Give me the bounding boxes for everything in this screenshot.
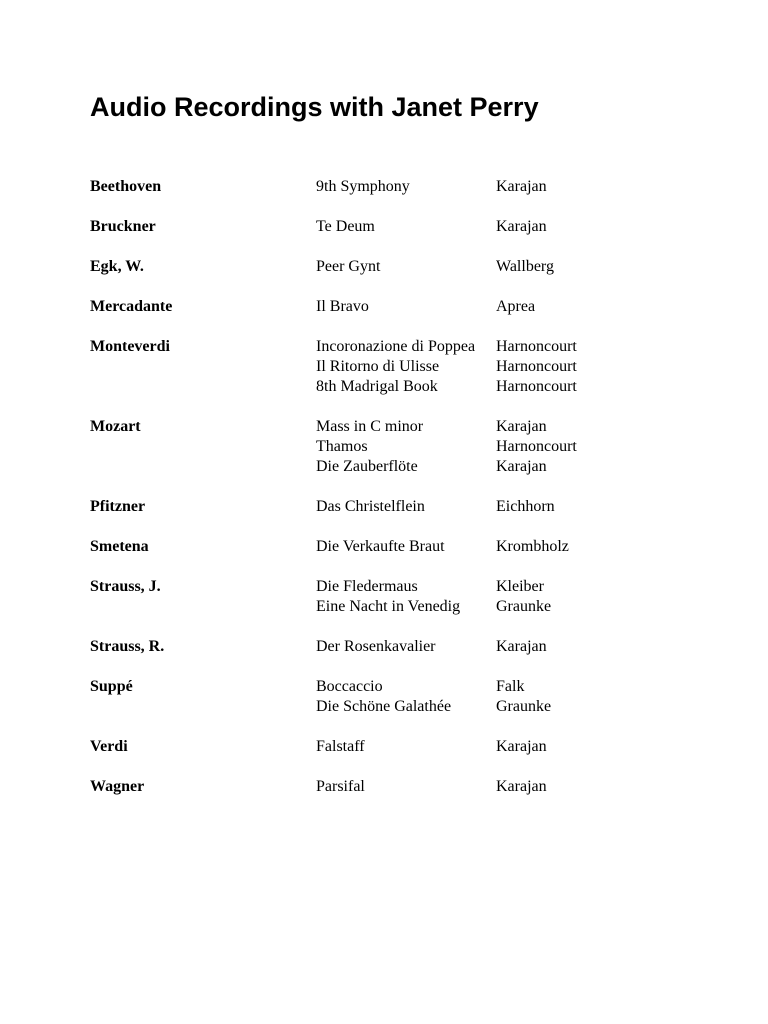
composer-group [90, 637, 690, 657]
conductor-name: Karajan [496, 738, 547, 755]
work-title: Mass in C minor [316, 418, 424, 435]
works-list [316, 497, 690, 517]
work-row [316, 377, 690, 397]
works-list [316, 537, 690, 557]
work-title: Parsifal [316, 778, 365, 795]
works-list [316, 417, 690, 477]
composer-group [90, 497, 690, 517]
document-title: Audio Recordings with Janet Perry [90, 92, 539, 122]
work-title: Te Deum [316, 218, 375, 235]
conductor-name: Aprea [496, 298, 536, 315]
work-row [316, 597, 690, 617]
work-row [316, 697, 690, 717]
conductor-name: Karajan [496, 178, 547, 195]
work-title: Boccaccio [316, 678, 383, 695]
conductor-name: Karajan [496, 458, 547, 475]
conductor-name: Harnoncourt [496, 338, 577, 355]
composer-group [90, 337, 690, 397]
composer-group [90, 537, 690, 557]
recordings-list [90, 177, 690, 817]
conductor-name: Karajan [496, 218, 547, 235]
work-title: Der Rosenkavalier [316, 638, 436, 655]
conductor-name: Wallberg [496, 258, 554, 275]
composer-name: Bruckner [90, 218, 156, 235]
work-row [316, 737, 690, 757]
work-title: Il Bravo [316, 298, 369, 315]
work-row [316, 497, 690, 517]
composer-name: Suppé [90, 678, 133, 695]
composer-name: Monteverdi [90, 338, 170, 355]
works-list [316, 737, 690, 757]
conductor-name: Karajan [496, 638, 547, 655]
works-list [316, 177, 690, 197]
conductor-name: Graunke [496, 598, 552, 615]
work-row [316, 457, 690, 477]
composer-name: Strauss, R. [90, 638, 165, 655]
composer-group [90, 577, 690, 617]
composer-group [90, 777, 690, 797]
work-row [316, 677, 690, 697]
composer-group [90, 737, 690, 757]
work-title: Die Fledermaus [316, 578, 418, 595]
work-row [316, 257, 690, 277]
composer-name: Egk, W. [90, 258, 144, 275]
composer-group [90, 177, 690, 197]
works-list [316, 217, 690, 237]
work-row [316, 297, 690, 317]
composer-name: Mozart [90, 418, 141, 435]
works-list [316, 337, 690, 397]
conductor-name: Karajan [496, 778, 547, 795]
work-row [316, 417, 690, 437]
work-row [316, 537, 690, 557]
composer-group [90, 257, 690, 277]
work-title: 9th Symphony [316, 178, 410, 195]
conductor-name: Graunke [496, 698, 552, 715]
conductor-name: Kleiber [496, 578, 544, 595]
composer-name: Beethoven [90, 178, 162, 195]
works-list [316, 677, 690, 717]
composer-group [90, 677, 690, 717]
composer-name: Pfitzner [90, 498, 146, 515]
composer-name: Smetena [90, 538, 149, 555]
composer-group [90, 297, 690, 317]
composer-name: Mercadante [90, 298, 173, 315]
work-title: Il Ritorno di Ulisse [316, 358, 440, 375]
work-row [316, 777, 690, 797]
conductor-name: Harnoncourt [496, 378, 577, 395]
work-title: Peer Gynt [316, 258, 381, 275]
composer-name: Verdi [90, 738, 128, 755]
work-title: Eine Nacht in Venedig [316, 598, 461, 615]
work-row [316, 437, 690, 457]
composer-name: Strauss, J. [90, 578, 161, 595]
work-title: Thamos [316, 438, 368, 455]
conductor-name: Eichhorn [496, 498, 555, 515]
work-title: 8th Madrigal Book [316, 378, 438, 395]
works-list [316, 257, 690, 277]
works-list [316, 577, 690, 617]
work-row [316, 577, 690, 597]
work-row [316, 177, 690, 197]
work-row [316, 217, 690, 237]
work-title: Incoronazione di Poppea [316, 338, 476, 355]
works-list [316, 637, 690, 657]
work-title: Falstaff [316, 738, 365, 755]
composer-name: Wagner [90, 778, 145, 795]
work-row [316, 337, 690, 357]
work-row [316, 637, 690, 657]
work-title: Die Zauberflöte [316, 458, 418, 475]
works-list [316, 297, 690, 317]
work-row [316, 357, 690, 377]
conductor-name: Harnoncourt [496, 438, 577, 455]
composer-group [90, 217, 690, 237]
conductor-name: Karajan [496, 418, 547, 435]
work-title: Das Christelflein [316, 498, 425, 515]
works-list [316, 777, 690, 797]
conductor-name: Harnoncourt [496, 358, 577, 375]
conductor-name: Falk [496, 678, 525, 695]
work-title: Die Schöne Galathée [316, 698, 452, 715]
composer-group [90, 417, 690, 477]
work-title: Die Verkaufte Braut [316, 538, 445, 555]
conductor-name: Krombholz [496, 538, 569, 555]
